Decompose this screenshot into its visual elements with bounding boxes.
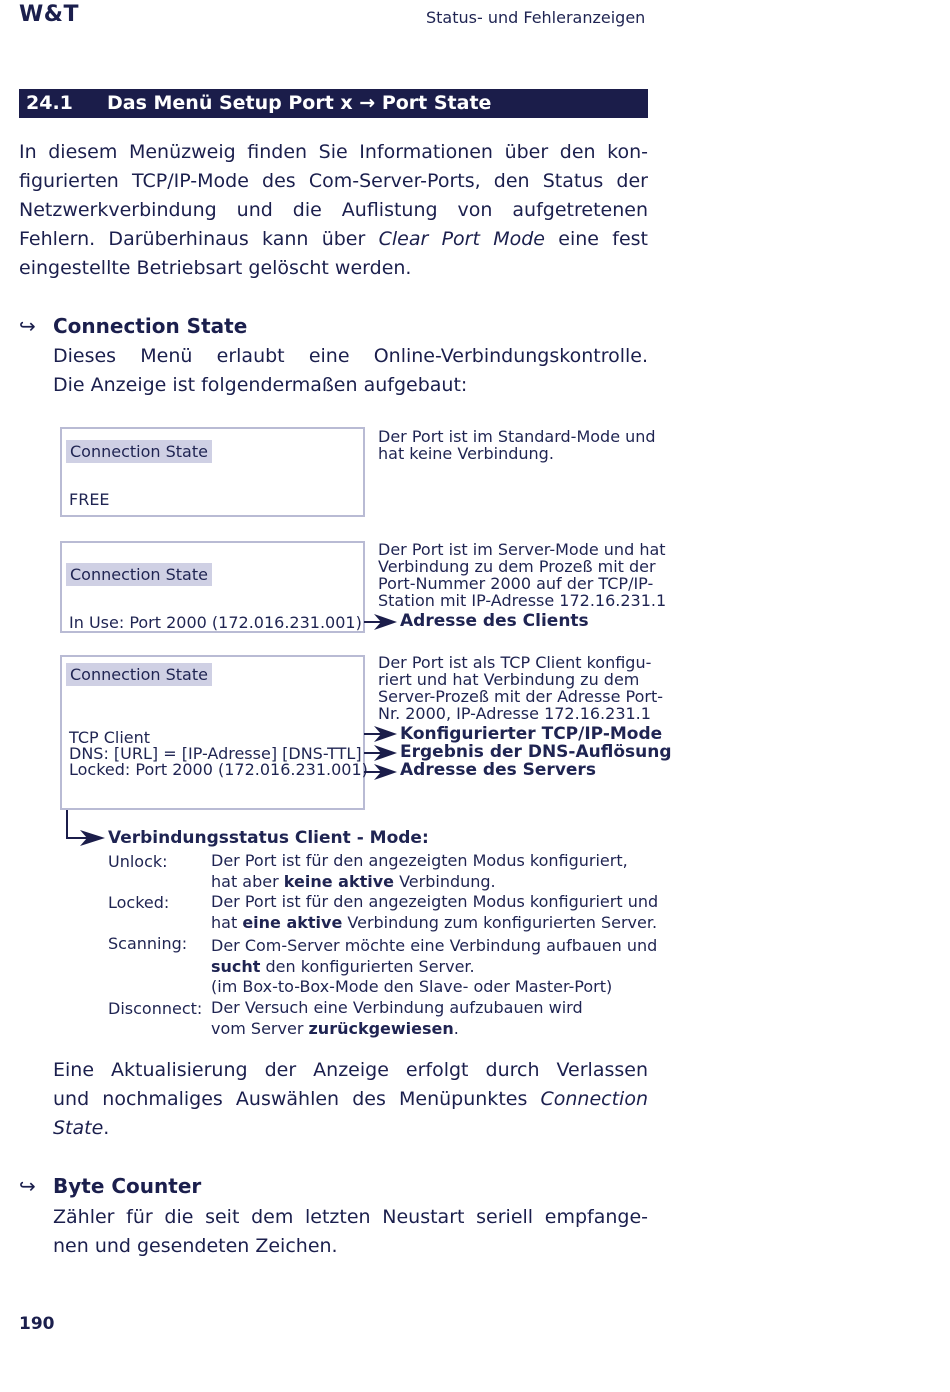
- box1-note: Der Port ist im Standard-Mode und hat keine Verbindung.: [378, 427, 656, 463]
- paragraph-line: State.: [53, 1117, 110, 1139]
- definition-locked: Der Port ist für den angezeigten Modus konfiguriert und hat eine aktive Verbindung zum konfigurierten Server.: [211, 892, 659, 932]
- display-title: Connection State: [66, 563, 212, 586]
- arrow-label: Adresse des Clients: [400, 611, 589, 631]
- display-box-free: [60, 427, 365, 517]
- definition-disconnect: Der Versuch eine Verbindung aufzubauen wird vom Server zurückgewiesen.: [211, 998, 583, 1038]
- section-heading: [19, 89, 648, 118]
- display-title: Connection State: [66, 663, 212, 686]
- display-title: Connection State: [66, 440, 212, 463]
- pointer-arrow-icon: [364, 613, 398, 631]
- term-unlock: Unlock:: [108, 852, 168, 871]
- connection-state-heading: Connection State: [53, 314, 248, 338]
- display-value: In Use: Port 2000 (172.016.231.001): [69, 613, 362, 632]
- intro-line: In diesem Menüzweig finden Sie Informationen über den kon-: [19, 141, 648, 163]
- section-number: 24.1: [26, 92, 73, 114]
- box3-note: Der Port ist als TCP Client konfigu- riert und hat Verbindung zu dem Server-Prozeß mit der Adresse Port- Nr. 2000, IP-Adresse 172.16.231.1: [378, 653, 664, 723]
- box2-note: Der Port ist im Server-Mode und hat Verbindung zu dem Prozeß mit der Port-Nummer 2000 auf der TCP/IP- Station mit IP-Adresse 172.16.231.1: [378, 540, 667, 610]
- arrow-label: Ergebnis der DNS-Auflösung: [400, 742, 672, 762]
- term-scanning: Scanning:: [108, 934, 188, 953]
- refresh-paragraph: [53, 1056, 648, 1143]
- arrow-label: Konfigurierter TCP/IP-Mode: [400, 724, 663, 744]
- display-line: Locked: Port 2000 (172.016.231.001): [69, 760, 368, 779]
- display-line: TCP Client: [69, 728, 151, 747]
- pointer-arrow-icon: [364, 763, 398, 781]
- intro-line: eingestellte Betriebsart gelöscht werden.: [19, 257, 412, 279]
- display-value: FREE: [69, 490, 110, 509]
- term-locked: Locked:: [108, 893, 170, 912]
- intro-line: figurierten TCP/IP-Mode des Com-Server-Ports, den Status der: [19, 170, 648, 192]
- description-line: Die Anzeige ist folgendermaßen aufgebaut:: [53, 374, 468, 396]
- intro-emphasis: Clear Port Mode: [378, 228, 545, 250]
- description-line: nen und gesendeten Zeichen.: [53, 1235, 338, 1257]
- display-box-in-use: [60, 541, 365, 633]
- hook-arrow-icon: ↪: [19, 1174, 36, 1198]
- paragraph-line: Eine Aktualisierung der Anzeige erfolgt durch Verlassen: [53, 1059, 648, 1081]
- intro-line: Netzwerkverbindung und die Auflistung von aufgetretenen: [19, 199, 648, 221]
- intro-paragraph: [19, 138, 648, 283]
- definition-unlock: Der Port ist für den angezeigten Modus konfiguriert, hat aber keine aktive Verbindung.: [211, 851, 628, 891]
- arrow-label: Adresse des Servers: [400, 760, 596, 780]
- pointer-arrow-icon: [364, 725, 398, 743]
- paragraph-line: und nochmaliges Auswählen des Menüpunktes Connection: [53, 1088, 648, 1110]
- elbow-arrow-icon: [64, 810, 106, 848]
- intro-line: Fehlern. Darüberhinaus kann über Clear Port Mode eine fest: [19, 228, 649, 250]
- description-line: Zähler für die seit dem letzten Neustart seriell empfange-: [53, 1206, 648, 1228]
- client-status-heading: Verbindungsstatus Client - Mode:: [108, 828, 429, 848]
- display-box-tcp-client: [60, 655, 368, 810]
- byte-counter-description: [53, 1203, 648, 1261]
- term-disconnect: Disconnect:: [108, 999, 203, 1018]
- description-line: Dieses Menü erlaubt eine Online-Verbindungskontrolle.: [53, 345, 648, 367]
- brand-logo: W&T: [19, 2, 79, 27]
- running-header: Status- und Fehleranzeigen: [426, 8, 646, 27]
- hook-arrow-icon: ↪: [19, 314, 36, 338]
- connection-state-description: [53, 342, 648, 400]
- section-title: Das Menü Setup Port x → Port State: [107, 92, 492, 114]
- display-line: DNS: [URL] = [IP-Adresse] [DNS-TTL]: [69, 744, 362, 763]
- definition-scanning: Der Com-Server möchte eine Verbindung aufbauen und sucht den konfigurierten Server. (im Box-to-Box-Mode den Slave- oder Master-Port): [211, 936, 658, 996]
- byte-counter-heading: Byte Counter: [53, 1174, 202, 1198]
- pointer-arrow-icon: [364, 744, 398, 762]
- page-number: 190: [19, 1314, 55, 1334]
